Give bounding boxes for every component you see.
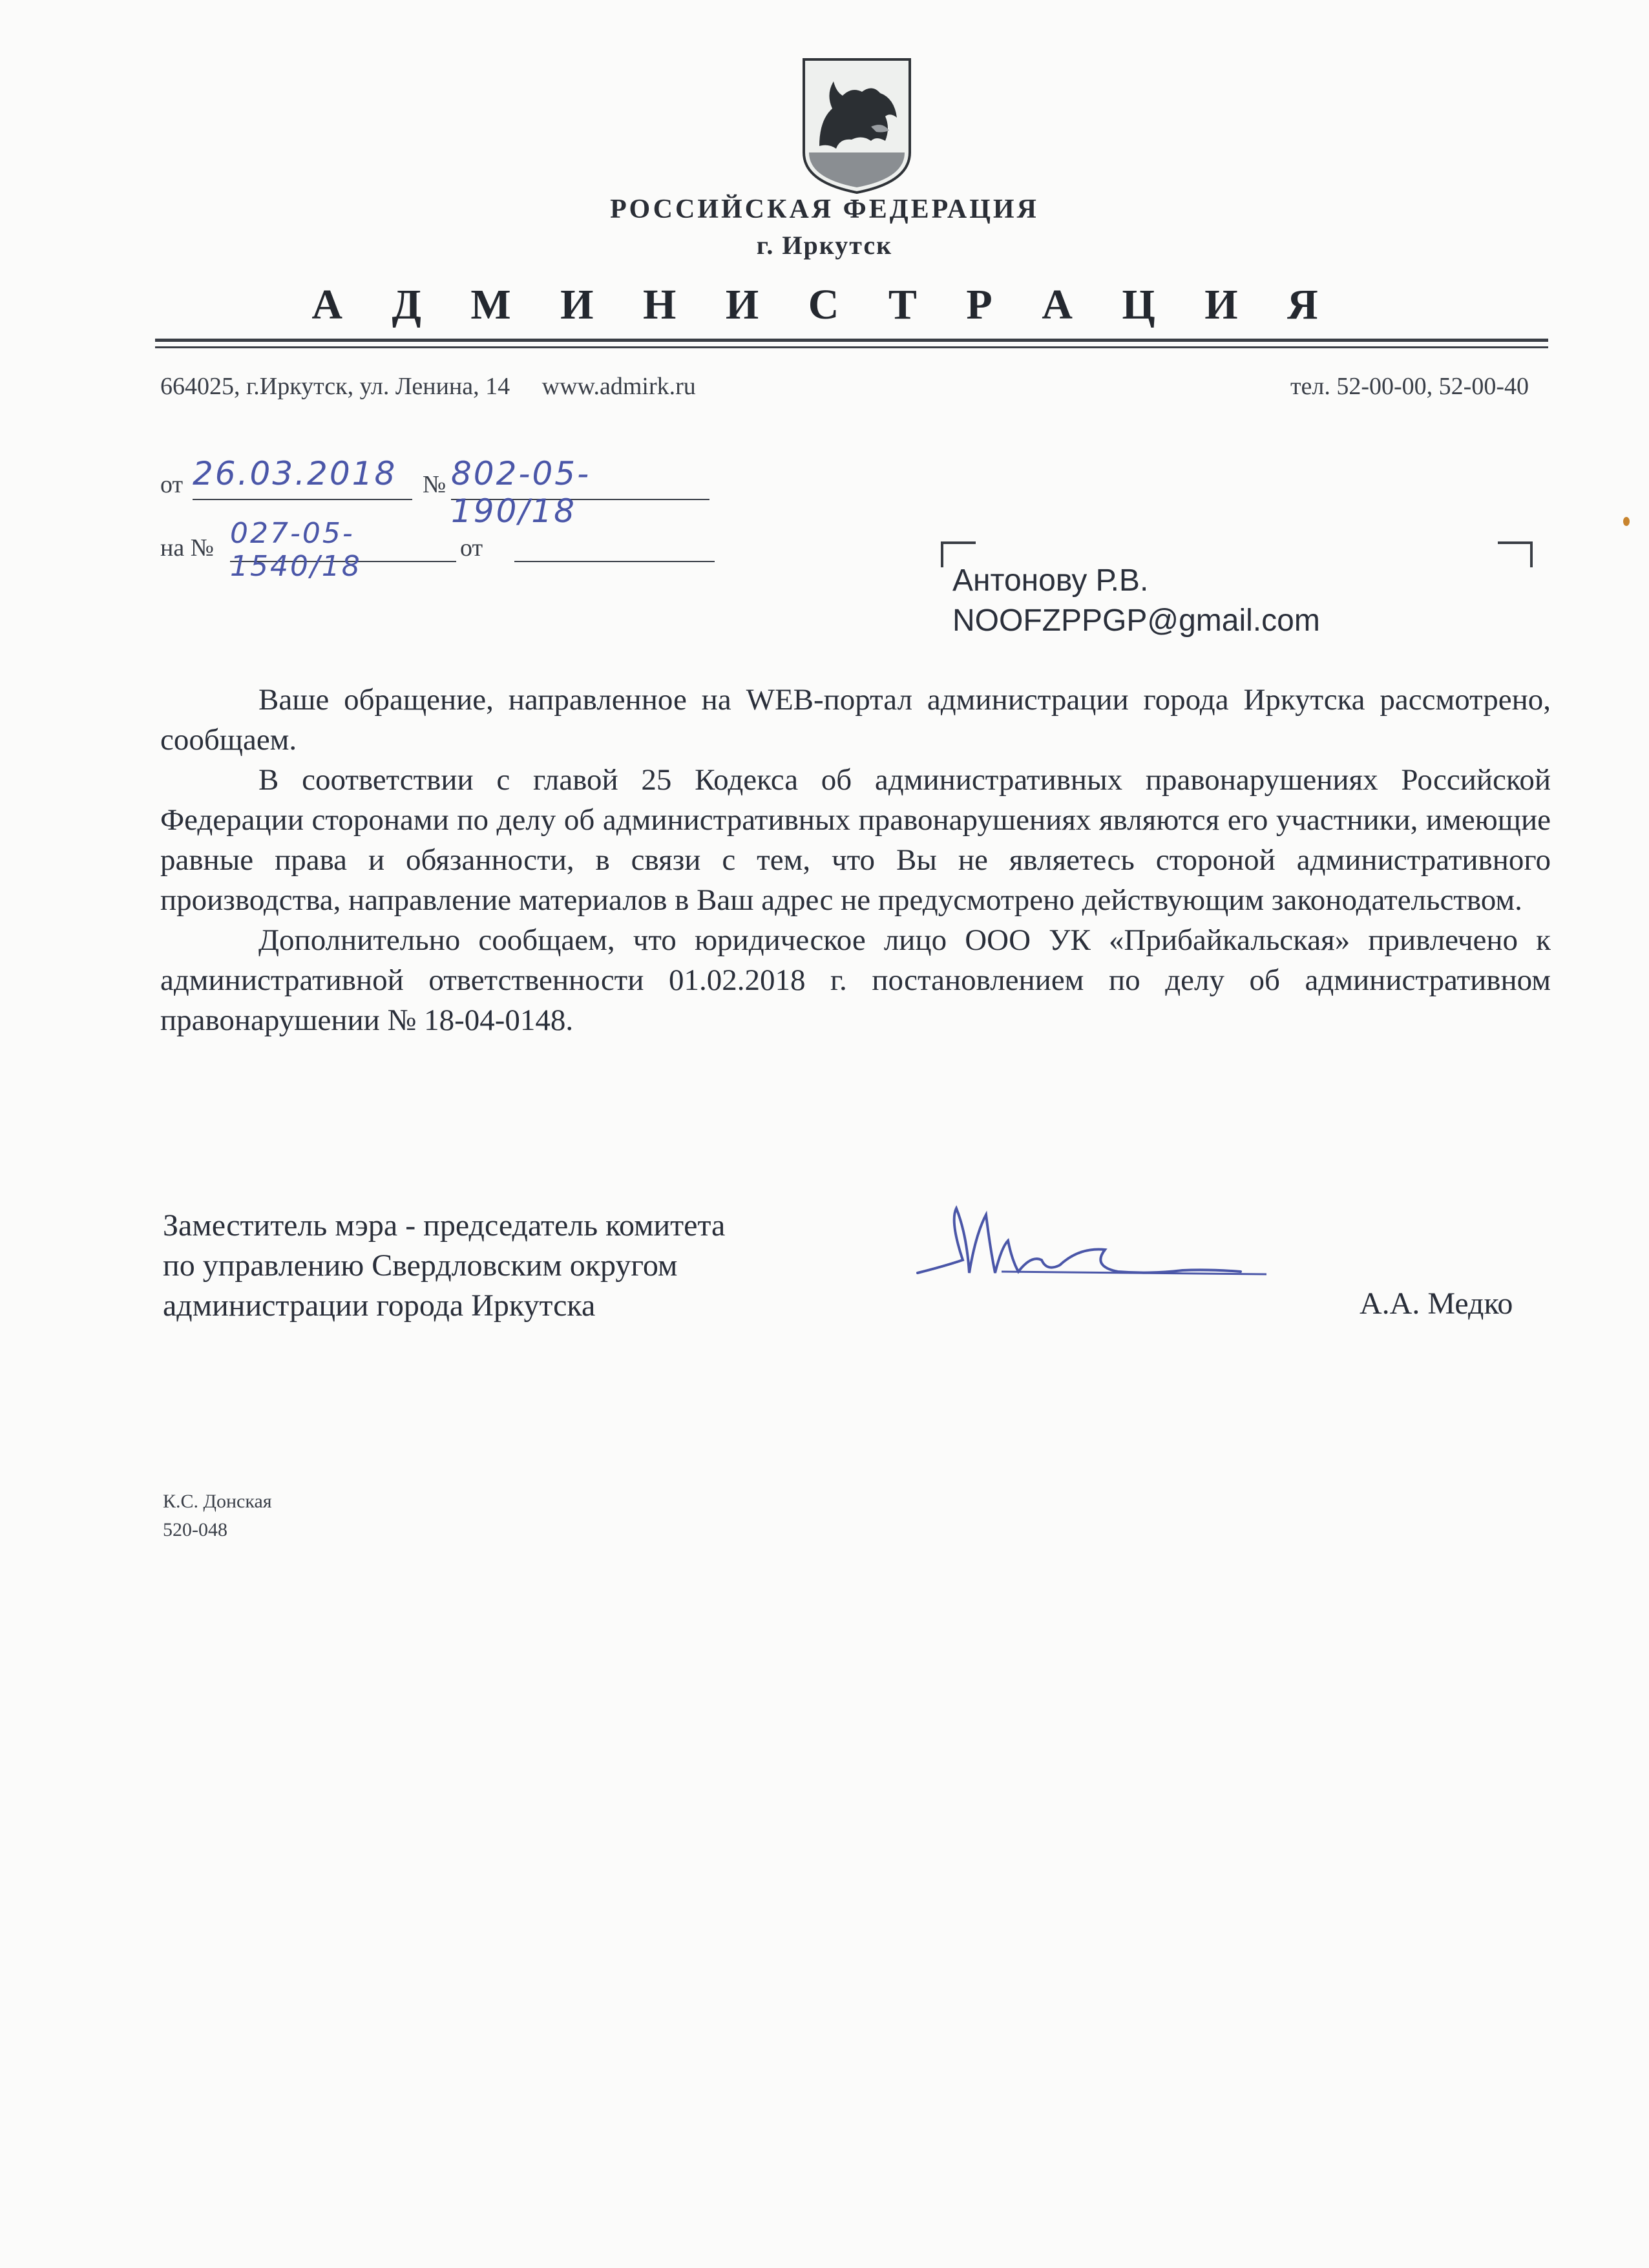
handwritten-signature (905, 1195, 1279, 1312)
website-link[interactable]: www.admirk.ru (541, 373, 696, 400)
phone-numbers: тел. 52-00-00, 52-00-40 (1290, 373, 1529, 400)
recipient-name: Антонову Р.В. (952, 563, 1149, 598)
number-label: № (423, 471, 446, 498)
scan-mark (1623, 517, 1630, 526)
reference-date-label: от (460, 534, 483, 562)
administration-title: А Д М И Н И С Т Р А Ц И Я (311, 281, 1338, 328)
reference-handwritten: 027-05-1540/18 (230, 517, 362, 583)
signatory-position (163, 1206, 725, 1326)
recipient-block (952, 561, 1320, 641)
body-paragraph: Дополнительно сообщаем, что юридическое лицо ООО УК «Прибайкальская» привлечено к административной ответственности 01.02.2018 г. постановлением по делу об административном правонарушении № 18-04-0148. (160, 923, 1551, 1037)
reference-field (230, 517, 456, 583)
office-address (160, 372, 696, 401)
letter-body (160, 680, 1551, 1040)
number-field (451, 455, 709, 530)
city-name: г. Иркутск (756, 231, 893, 260)
body-paragraph: В соответствии с главой 25 Кодекса об административных правонарушениях Российской Федерации сторонами по делу об административных правонарушениях являются его участники, имеющие равные права и обязанности, в связи с тем, что Вы не являетесь стороной административного производства, направление материалов в Ваш адрес не предусмотрено действующим законодательством. (160, 763, 1551, 917)
position-line: Заместитель мэра - председатель комитета (163, 1208, 726, 1243)
date-handwritten: 26.03.2018 (193, 455, 397, 492)
position-line: администрации города Иркутска (163, 1288, 596, 1323)
reference-label: на № (160, 534, 214, 562)
executor-info (163, 1487, 272, 1544)
reference-date-field (514, 517, 715, 562)
date-field (193, 455, 412, 500)
position-line: по управлению Свердловским округом (163, 1248, 678, 1283)
address-corner-right (1498, 541, 1533, 567)
recipient-email: NOOFZPPGP@gmail.com (952, 604, 1320, 638)
executor-phone: 520-048 (163, 1519, 227, 1540)
number-handwritten: 802-05-190/18 (451, 455, 591, 530)
header-divider (155, 339, 1548, 342)
executor-name: К.С. Донская (163, 1491, 272, 1512)
date-label: от (160, 471, 184, 498)
country-name: РОССИЙСКАЯ ФЕДЕРАЦИЯ (610, 194, 1039, 224)
postal-address: 664025, г.Иркутск, ул. Ленина, 14 (160, 373, 510, 400)
coat-of-arms-icon (800, 56, 914, 195)
signatory-name: А.А. Медко (1360, 1286, 1513, 1321)
body-paragraph: Ваше обращение, направленное на WEB-портал администрации города Иркутска рассмотрено, сообщаем. (160, 683, 1551, 757)
header-divider-thin (155, 346, 1548, 348)
